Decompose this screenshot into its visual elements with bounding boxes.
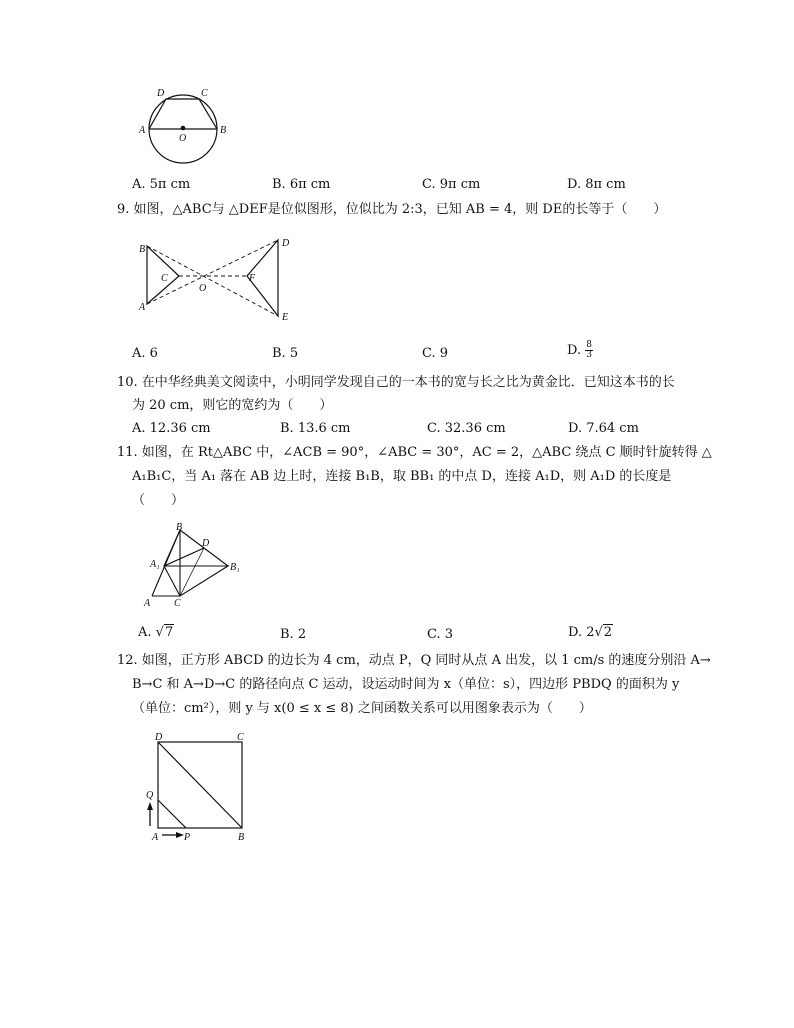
q12-stem-line1: 12. 如图，正方形 ABCD 的边长为 4 cm，动点 P，Q 同时从点 A 出发，以 1 cm/s 的速度分别沿 A→ — [117, 653, 711, 668]
q11-label-a1: A₁ — [150, 559, 160, 570]
q8-label-c: C — [201, 88, 208, 99]
q11-rotation-figure — [140, 522, 250, 608]
q10-option-b[interactable]: B. 13.6 cm — [280, 421, 351, 436]
q9-label-a: A — [139, 302, 146, 313]
q9-label-b: B — [139, 244, 146, 255]
q8-option-a[interactable]: A. 5π cm — [132, 177, 191, 192]
q11-option-d-radicand: 2 — [603, 625, 613, 640]
q8-option-c[interactable]: C. 9π cm — [422, 177, 481, 192]
q11-label-b: B — [176, 522, 183, 533]
q8-option-b[interactable]: B. 6π cm — [272, 177, 331, 192]
q12-label-p: P — [184, 832, 191, 843]
q11-stem-line1: 11. 如图，在 Rt△ABC 中，∠ACB = 90°，∠ABC = 30°，AC = 2，△ABC 绕点 C 顺时针旋转得 △ — [117, 445, 712, 460]
q9-option-d-prefix: D. — [567, 343, 582, 358]
q9-stem: 9. 如图，△ABC与 △DEF是位似图形，位似比为 2:3，已知 AB = 4，则 DE的长等于（ ） — [117, 202, 667, 217]
q8-label-d: D — [157, 88, 165, 99]
q11-option-d-sqrt: √2 — [594, 625, 613, 640]
q12-label-b: B — [238, 832, 245, 843]
q12-label-q: Q — [146, 790, 154, 801]
q10-stem-line2: 为 20 cm，则它的宽约为（ ） — [132, 398, 333, 413]
q12-stem-line2: B→C 和 A→D→C 的路径向点 C 运动，设运动时间为 x（单位：s），四边形 PBDQ 的面积为 y — [132, 677, 680, 692]
q11-option-b[interactable]: B. 2 — [280, 627, 307, 642]
q9-homothety-figure — [135, 232, 300, 324]
q10-option-a[interactable]: A. 12.36 cm — [132, 421, 211, 436]
q9-option-d-denominator: 3 — [586, 350, 592, 360]
q10-option-d[interactable]: D. 7.64 cm — [568, 421, 639, 436]
q8-label-b: B — [220, 125, 227, 136]
q8-circle-figure — [135, 82, 235, 172]
q11-label-c: C — [174, 598, 181, 608]
q11-option-a-sqrt: √7 — [155, 625, 174, 640]
q9-label-c: C — [161, 273, 168, 284]
q11-option-d-prefix: D. 2 — [568, 625, 595, 640]
q10-option-c[interactable]: C. 32.36 cm — [427, 421, 506, 436]
q12-label-c: C — [237, 732, 244, 743]
q9-label-d: D — [282, 238, 290, 249]
q11-option-a-prefix: A. — [138, 625, 152, 640]
q9-option-d-numerator: 8 — [586, 340, 592, 350]
q12-label-a: A — [152, 832, 159, 843]
q12-label-d: D — [155, 732, 163, 743]
q9-option-a[interactable]: A. 6 — [132, 346, 158, 361]
q8-label-a: A — [139, 125, 146, 136]
q11-stem-line3: （ ） — [132, 493, 185, 508]
q8-option-d[interactable]: D. 8π cm — [567, 177, 626, 192]
q11-stem-line2: A₁B₁C，当 A₁ 落在 AB 边上时，连接 B₁B，取 BB₁ 的中点 D，连接 A₁D，则 A₁D 的长度是 — [132, 469, 672, 484]
q9-label-o: O — [199, 283, 207, 294]
q9-label-e: E — [282, 312, 289, 323]
q9-option-d[interactable] — [567, 341, 593, 360]
q11-label-a: A — [144, 598, 151, 608]
q11-option-d[interactable] — [568, 625, 613, 641]
q11-option-a[interactable] — [138, 625, 174, 641]
q9-option-d-fraction — [585, 341, 593, 360]
q9-option-c[interactable]: C. 9 — [422, 346, 449, 361]
q12-square-figure — [142, 728, 257, 848]
q12-stem-line3: （单位：cm²），则 y 与 x(0 ≤ x ≤ 8) 之间函数关系可以用图象表示为（ ） — [132, 701, 592, 716]
q11-label-d: D — [202, 538, 210, 549]
q9-option-b[interactable]: B. 5 — [272, 346, 299, 361]
q9-label-f: F — [249, 273, 256, 284]
q11-option-a-radicand: 7 — [164, 625, 174, 640]
q11-label-b1: B₁ — [230, 562, 240, 573]
q8-label-o: O — [179, 133, 187, 144]
q11-option-c[interactable]: C. 3 — [427, 627, 454, 642]
q10-stem-line1: 10. 在中华经典美文阅读中，小明同学发现自己的一本书的宽与长之比为黄金比．已知这本书的长 — [117, 375, 675, 390]
